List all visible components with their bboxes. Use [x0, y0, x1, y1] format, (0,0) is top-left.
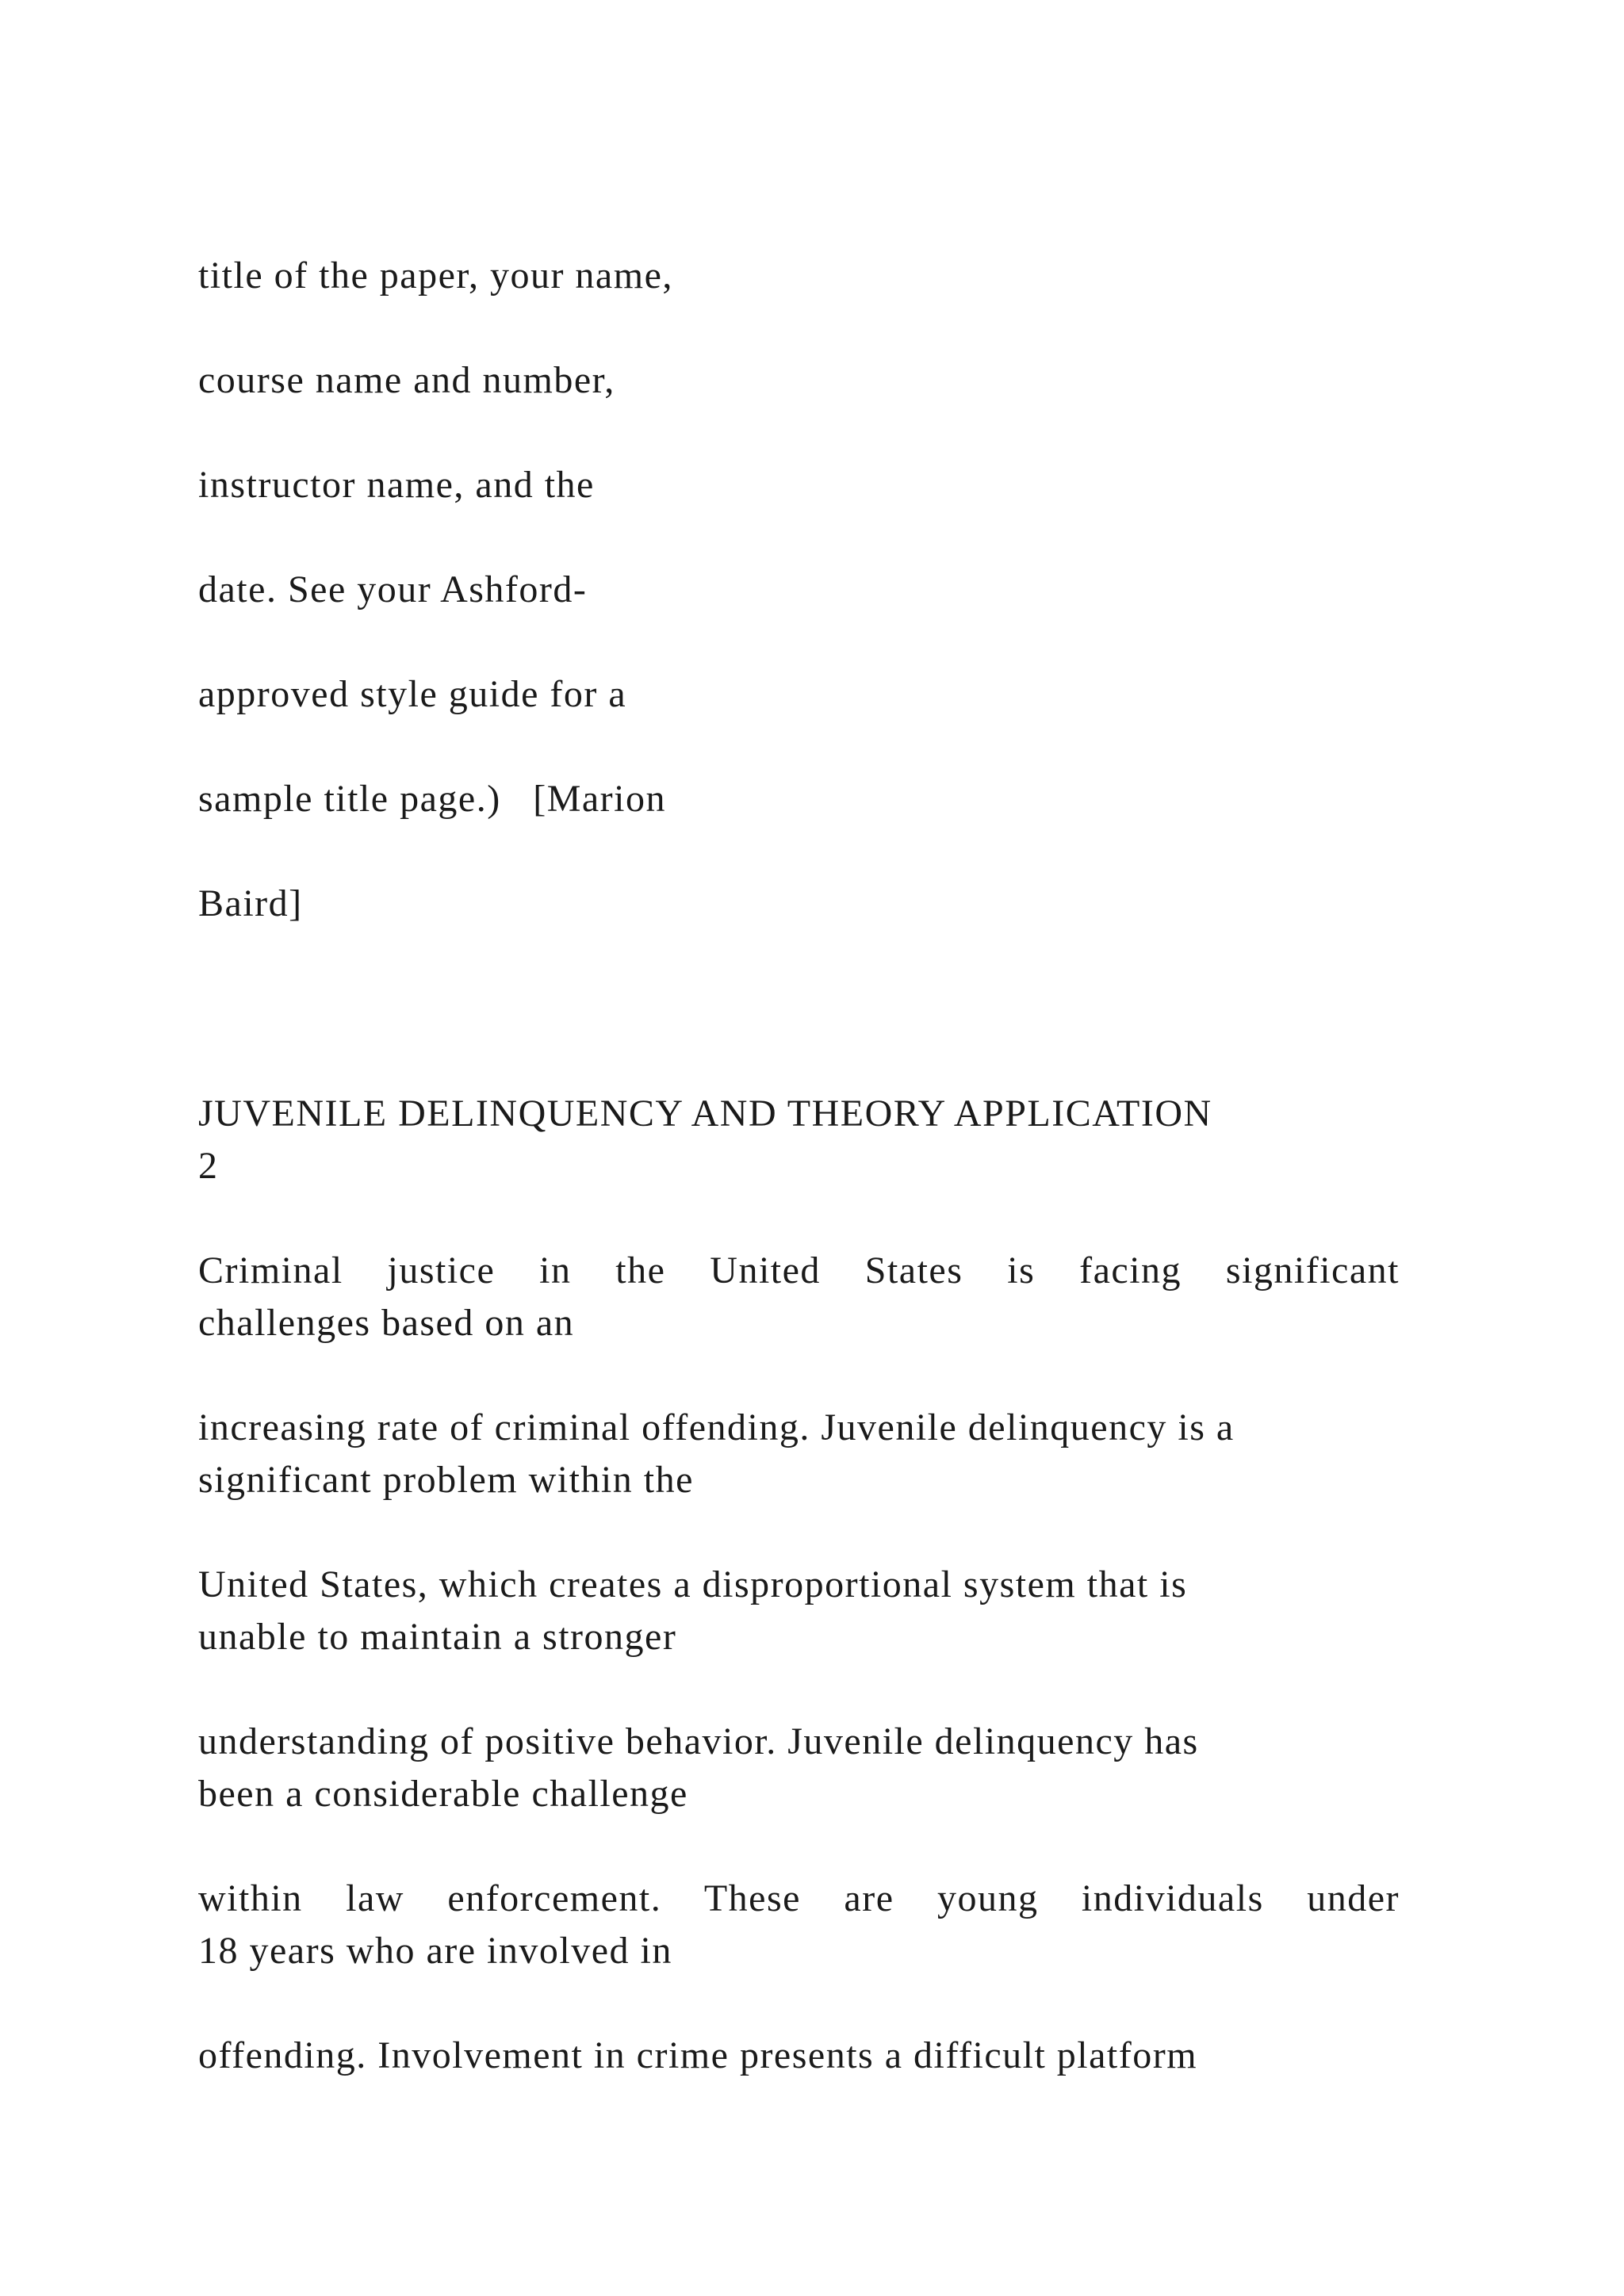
paragraph-line: United States, which creates a disproportional system that is	[198, 1563, 1188, 1605]
body-paragraph	[198, 1873, 1400, 1977]
paragraph-line: Criminal justice in the United States is facing significant	[198, 1249, 1400, 1292]
paragraph-line: understanding of positive behavior. Juvenile delinquency has	[198, 1720, 1199, 1762]
running-head	[198, 1088, 1212, 1192]
paragraph-line: unable to maintain a stronger	[198, 1616, 677, 1658]
paragraph-line: significant problem within the	[198, 1459, 694, 1501]
body-paragraph	[198, 1716, 1199, 1820]
title-page-line: Baird]	[198, 882, 303, 924]
paragraph-line: 18 years who are involved in	[198, 1930, 672, 1972]
paragraph-line: challenges based on an	[198, 1302, 575, 1344]
title-page-line: title of the paper, your name,	[198, 254, 673, 297]
title-page-line: approved style guide for a	[198, 673, 627, 715]
page-number: 2	[198, 1145, 219, 1187]
title-page-line: course name and number,	[198, 359, 615, 401]
title-page-line: sample title page.) [Marion	[198, 778, 666, 820]
paragraph-line: been a considerable challenge	[198, 1773, 688, 1815]
body-paragraph	[198, 1245, 1400, 1349]
body-paragraph	[198, 1402, 1235, 1506]
paragraph-line: offending. Involvement in crime presents a difficult platform	[198, 2034, 1198, 2076]
paragraph-line: increasing rate of criminal offending. Juvenile delinquency is a	[198, 1406, 1235, 1448]
running-head-title: JUVENILE DELINQUENCY AND THEORY APPLICATION	[198, 1093, 1212, 1135]
title-page-line: date. See your Ashford-	[198, 568, 588, 610]
title-page-line: instructor name, and the	[198, 464, 595, 506]
paragraph-line: within law enforcement. These are young individuals under	[198, 1877, 1400, 1919]
body-paragraph	[198, 1559, 1187, 1663]
body-paragraph	[198, 2030, 1197, 2082]
